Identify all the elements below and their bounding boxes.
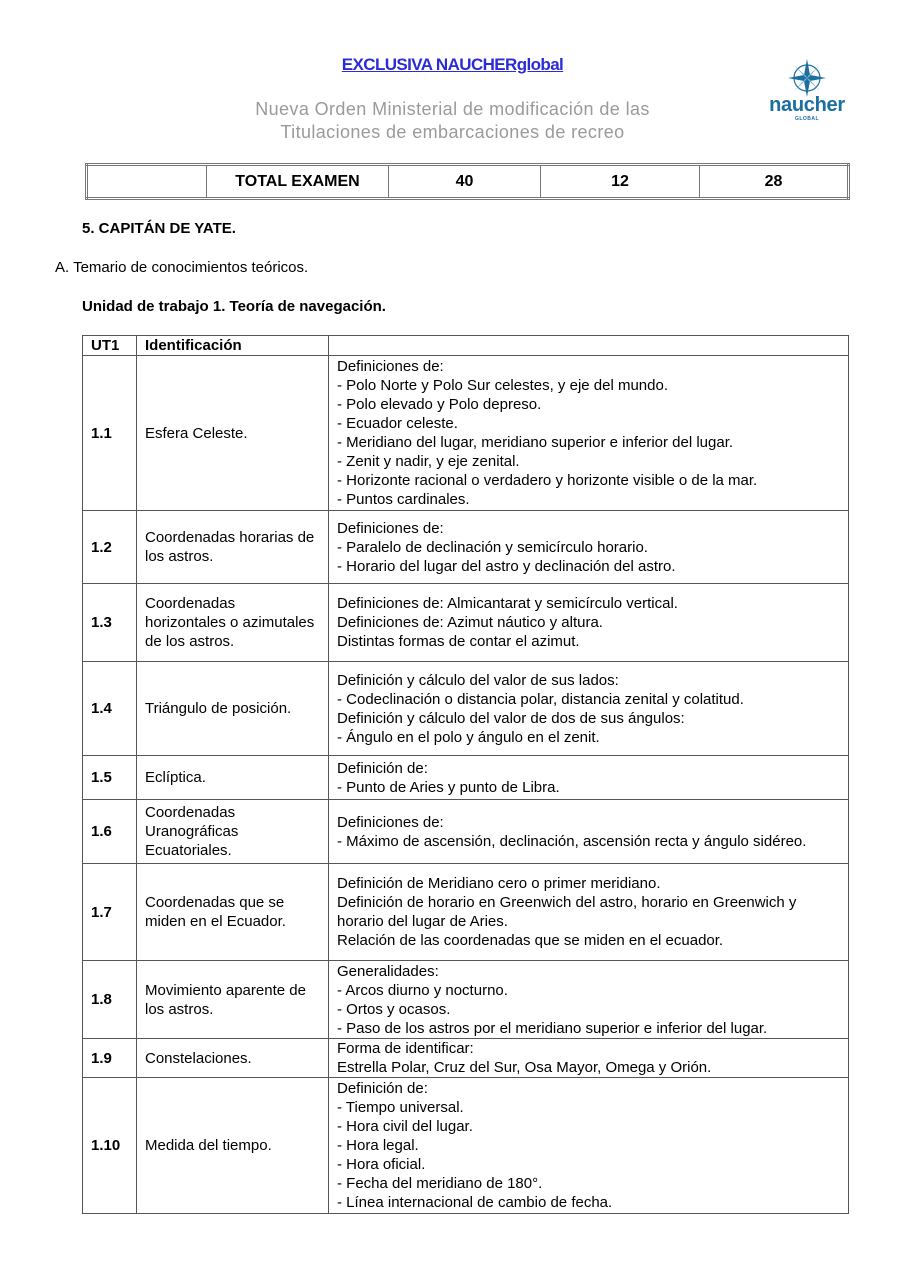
total-cell-value-3: 28 <box>700 165 849 199</box>
section-subtitle: A. Temario de conocimientos teóricos. <box>55 259 309 276</box>
description-line: - Horizonte racional o verdadero y horizonte visible o de la mar. <box>337 472 758 489</box>
table-row <box>83 1039 849 1078</box>
description-line: - Paralelo de declinación y semicírculo horario. <box>337 538 648 556</box>
unit-title: Unidad de trabajo 1. Teoría de navegación. <box>82 298 386 315</box>
total-cell-label: TOTAL EXAMEN <box>207 165 389 199</box>
naucher-logo <box>764 58 850 124</box>
row-number: 1.1 <box>83 356 137 511</box>
row-description <box>329 961 849 1039</box>
row-description <box>329 800 849 864</box>
header-description <box>329 336 849 356</box>
row-identification: Triángulo de posición. <box>137 662 329 756</box>
table-row <box>83 584 849 662</box>
header-subtitle-line2: Titulaciones de embarcaciones de recreo <box>280 122 625 142</box>
row-description <box>329 756 849 800</box>
row-description <box>329 356 849 511</box>
description-line: - Hora oficial. <box>337 1156 426 1173</box>
row-identification: Constelaciones. <box>137 1039 329 1078</box>
table-row <box>83 961 849 1039</box>
description-line: Definición y cálculo del valor de dos de sus ángulos: <box>337 709 685 727</box>
logo-subtext: GLOBAL <box>794 116 820 122</box>
row-description <box>329 1039 849 1078</box>
description-line: - Tiempo universal. <box>337 1099 464 1116</box>
description-line: - Línea internacional de cambio de fecha. <box>337 1194 613 1211</box>
row-description <box>329 864 849 961</box>
row-identification: Movimiento aparente de los astros. <box>137 961 329 1039</box>
table-header-row <box>83 336 849 356</box>
total-exam-table <box>85 163 850 200</box>
description-line: Definiciones de: Almicantarat y semicírculo vertical. <box>337 595 678 612</box>
header-ut1: UT1 <box>83 336 137 356</box>
table-row <box>83 662 849 756</box>
table-row <box>83 511 849 584</box>
description-line: Forma de identificar: <box>337 1040 474 1057</box>
header-subtitle-line1: Nueva Orden Ministerial de modificación de las <box>255 99 650 119</box>
row-identification: Coordenadas horizontales o azimutales de los astros. <box>137 584 329 662</box>
total-row <box>87 165 849 199</box>
header-identificacion: Identificación <box>137 336 329 356</box>
description-line: Definiciones de: <box>337 813 444 831</box>
row-number: 1.7 <box>83 864 137 961</box>
row-number: 1.6 <box>83 800 137 864</box>
description-line: - Codeclinación o distancia polar, distancia zenital y colatitud. <box>337 690 744 708</box>
description-line: - Ecuador celeste. <box>337 415 458 432</box>
row-description <box>329 584 849 662</box>
description-line: Definiciones de: <box>337 358 444 375</box>
row-number: 1.2 <box>83 511 137 584</box>
table-row <box>83 800 849 864</box>
description-line: - Puntos cardinales. <box>337 491 470 508</box>
description-line: Definición de horario en Greenwich del astro, horario en Greenwich y horario del lugar de Aries. <box>337 894 797 930</box>
row-number: 1.10 <box>83 1078 137 1214</box>
description-line: Estrella Polar, Cruz del Sur, Osa Mayor, Omega y Orión. <box>337 1059 712 1076</box>
row-identification: Medida del tiempo. <box>137 1078 329 1214</box>
total-cell-empty <box>87 165 207 199</box>
description-line: Definición y cálculo del valor de sus lados: <box>337 671 619 689</box>
row-identification: Eclíptica. <box>137 756 329 800</box>
row-identification: Coordenadas horarias de los astros. <box>137 511 329 584</box>
description-line: - Máximo de ascensión, declinación, ascensión recta y ángulo sidéreo. <box>337 832 807 850</box>
description-line: Generalidades: <box>337 962 439 980</box>
description-line: Definición de: <box>337 1080 428 1097</box>
logo-wordmark: naucher <box>769 94 845 116</box>
description-line: Definiciones de: Azimut náutico y altura. <box>337 614 603 631</box>
table-row <box>83 1078 849 1214</box>
row-description <box>329 662 849 756</box>
ut1-table <box>82 335 849 1214</box>
row-number: 1.8 <box>83 961 137 1039</box>
row-number: 1.9 <box>83 1039 137 1078</box>
description-line: - Meridiano del lugar, meridiano superior e inferior del lugar. <box>337 434 734 451</box>
description-line: - Hora legal. <box>337 1137 419 1154</box>
description-line: - Punto de Aries y punto de Libra. <box>337 778 560 796</box>
row-number: 1.5 <box>83 756 137 800</box>
description-line: - Hora civil del lugar. <box>337 1118 473 1135</box>
description-line: - Horario del lugar del astro y declinación del astro. <box>337 557 676 575</box>
description-line: Definiciones de: <box>337 519 444 537</box>
description-line: - Paso de los astros por el meridiano superior e inferior del lugar. <box>337 1019 768 1037</box>
row-identification: Esfera Celeste. <box>137 356 329 511</box>
table-row <box>83 864 849 961</box>
description-line: - Polo elevado y Polo depreso. <box>337 396 542 413</box>
description-line: Definición de: <box>337 759 428 777</box>
row-number: 1.4 <box>83 662 137 756</box>
total-cell-value-1: 40 <box>389 165 541 199</box>
description-line: - Ángulo en el polo y ángulo en el zenit. <box>337 728 600 746</box>
description-line: - Polo Norte y Polo Sur celestes, y eje del mundo. <box>337 377 668 394</box>
description-line: Relación de las coordenadas que se miden en el ecuador. <box>337 932 724 949</box>
section-title: 5. CAPITÁN DE YATE. <box>82 220 236 237</box>
row-identification: Coordenadas Uranográficas Ecuatoriales. <box>137 800 329 864</box>
row-description <box>329 1078 849 1214</box>
table-row <box>83 756 849 800</box>
description-line: - Zenit y nadir, y eje zenital. <box>337 453 520 470</box>
description-line: - Fecha del meridiano de 180°. <box>337 1175 543 1192</box>
row-description <box>329 511 849 584</box>
description-line: Distintas formas de contar el azimut. <box>337 633 580 650</box>
header-link[interactable]: EXCLUSIVA NAUCHERglobal <box>341 55 564 74</box>
description-line: - Arcos diurno y nocturno. <box>337 981 508 999</box>
table-row <box>83 356 849 511</box>
row-number: 1.3 <box>83 584 137 662</box>
total-cell-value-2: 12 <box>541 165 700 199</box>
description-line: Definición de Meridiano cero o primer meridiano. <box>337 875 661 892</box>
description-line: - Ortos y ocasos. <box>337 1000 451 1018</box>
row-identification: Coordenadas que se miden en el Ecuador. <box>137 864 329 961</box>
compass-rose-icon <box>787 58 827 98</box>
